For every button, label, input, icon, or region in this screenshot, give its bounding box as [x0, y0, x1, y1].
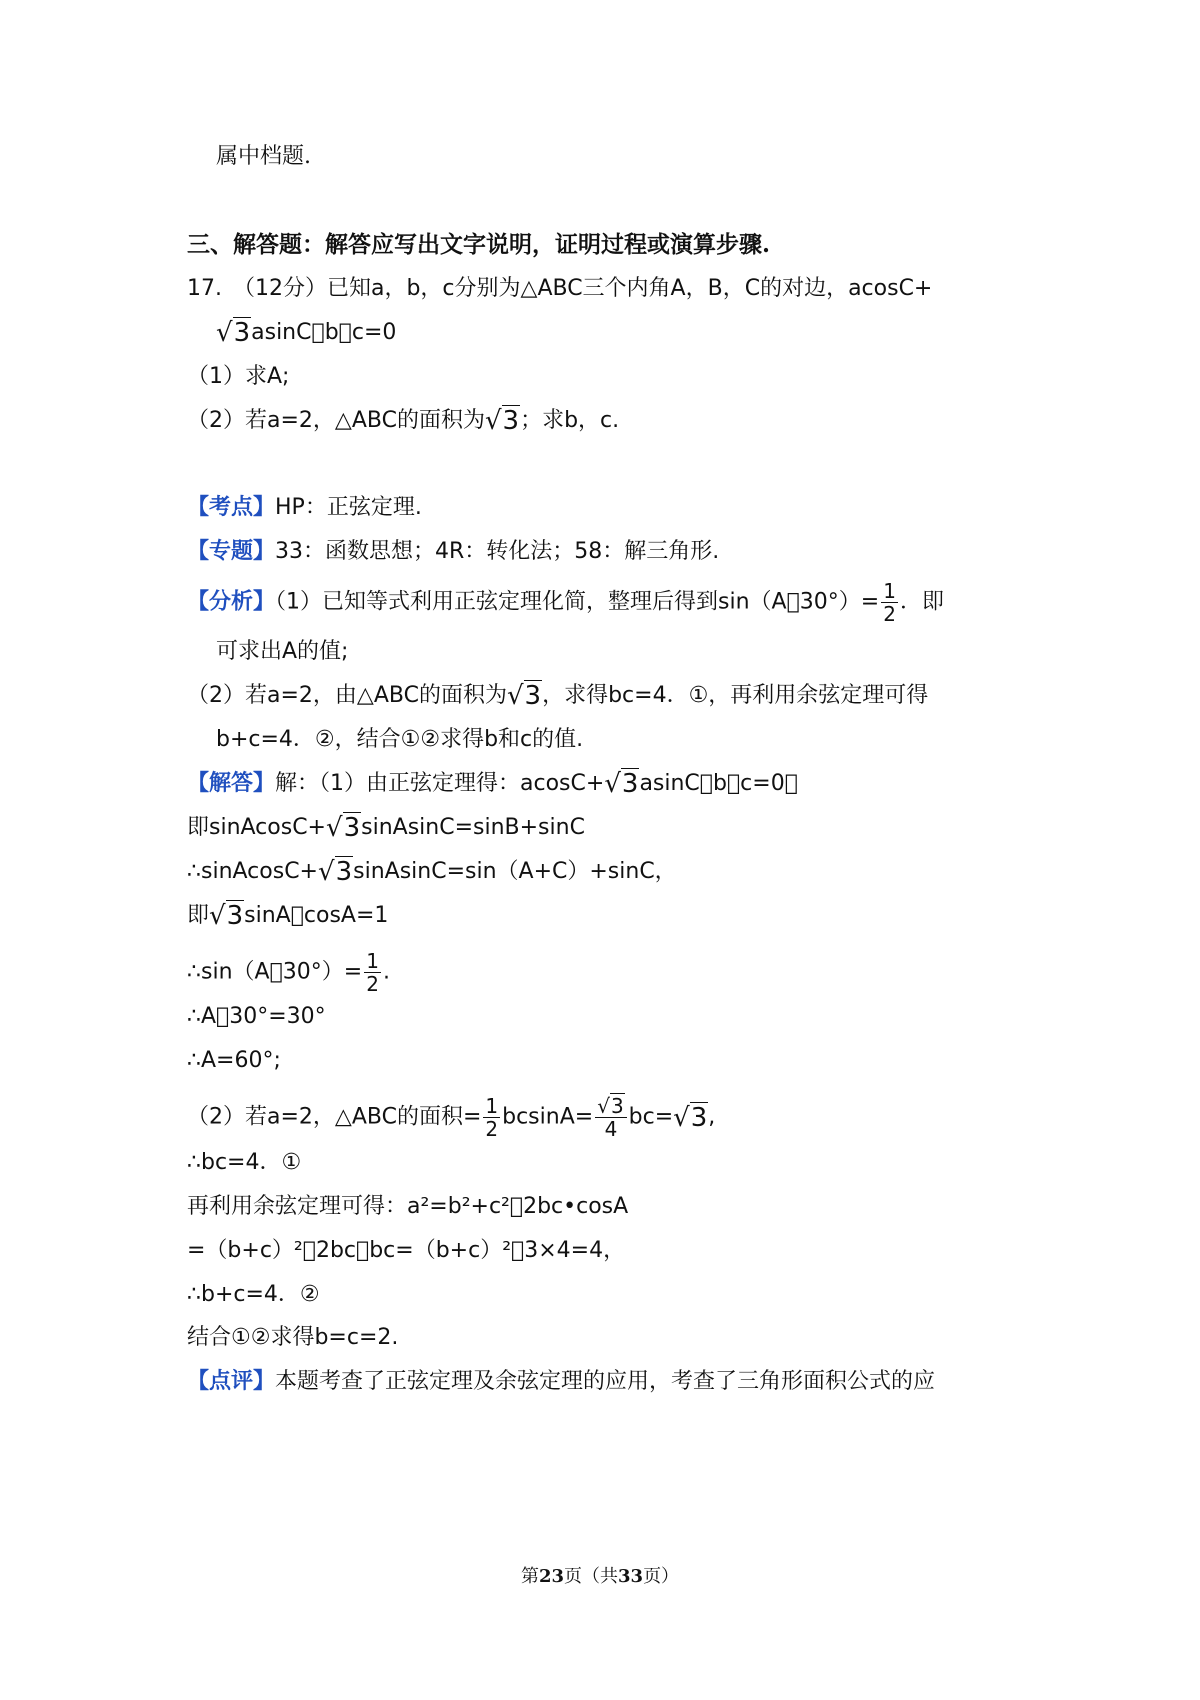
solution-step [187, 1323, 398, 1353]
sqrt-3 [673, 1103, 708, 1133]
footer-suffix: 页） [643, 1566, 680, 1587]
numerator: 1 [366, 949, 379, 973]
fraction-one-half [881, 580, 898, 625]
text: sinAsinC=sinB+sinC [361, 815, 585, 840]
sqrt-sign: √ [506, 681, 524, 711]
text: asinC b c=0 [251, 320, 397, 345]
sub-question-1 [187, 362, 289, 392]
sqrt-sign: √ [673, 1102, 690, 1133]
text: bcsinA= [502, 1104, 594, 1130]
dianping-line [187, 1367, 935, 1397]
sqrt-value: 3 [621, 769, 639, 799]
sqrt-sign: √ [318, 857, 335, 887]
zhuanti-tag: 【专题】 [187, 539, 276, 564]
sqrt-value: 3 [502, 406, 520, 436]
fraction-one-half [483, 1095, 500, 1140]
text: 17. （12分）已知a，b，c分别为△ABC三个内角A，B，C的对边，acosC+ [187, 276, 933, 301]
fraction-one-half [364, 950, 381, 995]
numerator: 1 [883, 579, 896, 603]
solution-step [187, 1148, 301, 1178]
fenxi-part-2 [187, 681, 928, 711]
text: 即 [187, 903, 210, 928]
text: （1）已知等式利用正弦定理化简，整理后得到sin（A 30°）= [275, 589, 880, 615]
fraction-sqrt3-over-4 [595, 1095, 626, 1140]
denominator: 2 [485, 1117, 499, 1141]
text: bc= [628, 1104, 674, 1130]
sqrt-value: 3 [226, 901, 244, 931]
solution-step [187, 1002, 326, 1032]
sqrt-3 [209, 901, 244, 931]
footer-mid: 页（共 [564, 1566, 618, 1587]
solution-step [187, 813, 585, 843]
sqrt-3 [507, 681, 542, 711]
sqrt-value: 3 [524, 681, 542, 711]
text: 即sinAcosC+ [187, 815, 326, 840]
text: . [382, 959, 390, 985]
denominator: 2 [883, 602, 896, 626]
zhuanti-line [187, 537, 719, 567]
jieda-tag: 【解答】 [187, 771, 276, 796]
solution-step [187, 1095, 715, 1140]
sqrt-value: 3 [343, 813, 361, 843]
text: 属中档题. [216, 144, 311, 169]
problem-statement-cont [216, 318, 396, 348]
text: ，求得bc=4．①，再利用余弦定理可得 [542, 683, 929, 708]
page-number: 23 [538, 1566, 564, 1587]
text: 结合①②求得b=c=2. [187, 1325, 399, 1350]
sqrt-sign: √ [484, 406, 502, 436]
footer-prefix: 第 [520, 1566, 539, 1587]
solution-step [187, 1192, 628, 1222]
sqrt-3 [326, 813, 361, 843]
text: （1）求A; [187, 364, 290, 389]
heading-text: 三、解答题：解答应写出文字说明，证明过程或演算步骤. [187, 231, 771, 258]
dianping-tag: 【点评】 [187, 1369, 276, 1394]
sqrt-sign: √ [326, 813, 343, 843]
text: sinAsinC=sin（A+C）+sinC， [353, 859, 677, 884]
text: 再利用余弦定理可得：a²=b²+c² 2bc•cosA [187, 1194, 629, 1219]
text: ∴sin（A 30°）= [187, 959, 363, 985]
text: （2）若a=2，由△ABC的面积为 [187, 683, 507, 708]
solution-step [187, 950, 390, 995]
sqrt-3 [485, 406, 520, 436]
text: 可求出A的值; [216, 639, 349, 664]
text: ∴A 30°=30° [187, 1004, 326, 1029]
text: ；求b，c. [520, 408, 620, 433]
text: ∴A=60°; [187, 1048, 281, 1073]
denominator: 4 [604, 1117, 618, 1141]
kaodian-line [187, 493, 422, 523]
text: asinC b c=0， [639, 771, 798, 796]
text-line [216, 142, 311, 172]
sqrt-value: 3 [233, 318, 251, 348]
solution-step [187, 1236, 625, 1266]
total-pages: 33 [618, 1566, 644, 1587]
text: ．即 [899, 589, 944, 615]
text: ∴b+c=4．② [187, 1282, 320, 1307]
text: （2）若a=2，△ABC的面积为 [187, 408, 485, 433]
text: 本题考查了正弦定理及余弦定理的应用，考查了三角形面积公式的应 [275, 1369, 936, 1394]
denominator: 2 [366, 972, 379, 996]
kaodian-tag: 【考点】 [187, 495, 276, 520]
solution-step [187, 857, 677, 887]
page-footer [0, 1562, 1200, 1588]
text: （2）若a=2，△ABC的面积= [187, 1104, 482, 1130]
solution-step [187, 901, 388, 931]
sqrt-sign: √ [604, 769, 621, 799]
sqrt-3 [604, 769, 639, 799]
solution-step [187, 1280, 320, 1310]
text: ∴bc=4．① [187, 1150, 302, 1175]
text: HP：正弦定理. [275, 495, 422, 520]
fenxi-line [187, 580, 944, 625]
sub-question-2 [187, 406, 619, 436]
sqrt-3 [318, 857, 353, 887]
numerator: 1 [485, 1094, 499, 1118]
problem-statement [187, 274, 932, 304]
text: 解：（1）由正弦定理得：acosC+ [275, 771, 605, 796]
numerator [595, 1095, 626, 1118]
text: b+c=4．②，结合①②求得b和c的值. [216, 727, 584, 752]
text: , [708, 1104, 716, 1130]
sqrt-value: 3 [335, 857, 353, 887]
text: ∴sinAcosC+ [187, 859, 318, 884]
text: sinA cosA=1 [244, 903, 389, 928]
section-heading [187, 230, 770, 260]
solution-step [187, 1046, 281, 1076]
sqrt-3 [216, 318, 251, 348]
fenxi-line-cont [216, 637, 348, 667]
text: =（b+c）² 2bc bc=（b+c）² 3×4=4， [187, 1238, 626, 1263]
sqrt-value: 3 [610, 1094, 624, 1118]
sqrt-sign: √ [216, 318, 233, 348]
sqrt-value: 3 [690, 1102, 708, 1133]
sqrt-sign: √ [597, 1094, 610, 1118]
text: 33：函数思想；4R：转化法；58：解三角形. [275, 539, 720, 564]
sqrt-sign: √ [209, 901, 226, 931]
jieda-line [187, 769, 798, 799]
fenxi-part-2-cont [216, 725, 583, 755]
fenxi-tag: 【分析】 [187, 589, 276, 615]
